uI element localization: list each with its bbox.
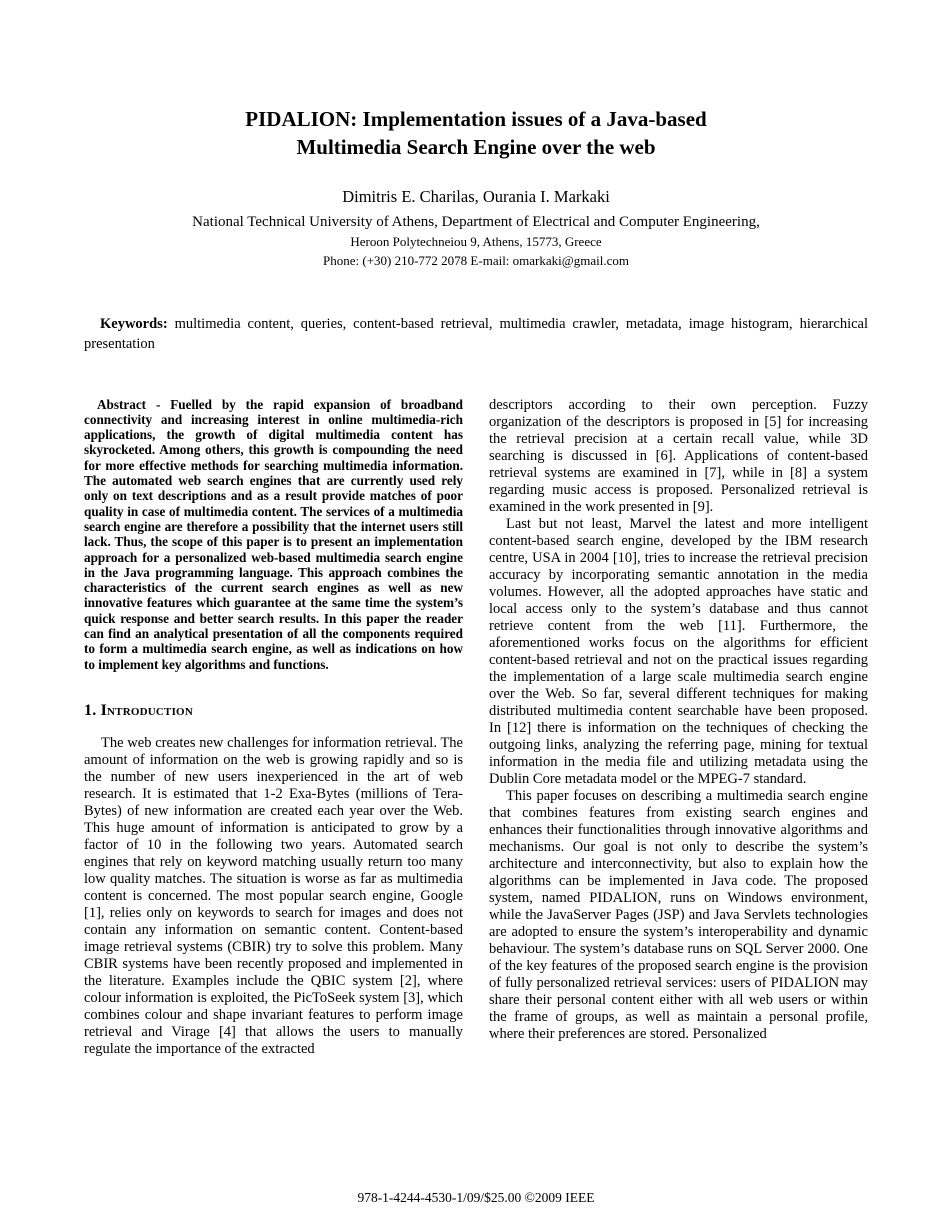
keywords-label: Keywords: (100, 316, 168, 333)
right-paragraph-3: This paper focuses on describing a multimedia search engine that combines features from existing search engines and enhances their functionalities through innovative algorithms and mechanisms. Our goal is not only to describe the system’s architecture and interconnectivity, but also to explain how the algorithms can be implemented in Java code. The proposed system, named PIDALION, runs on Windows environment, while the JavaServer Pages (JSP) and Java Servlets technologies are adopted to ensure the system’s interoperability and dynamic behaviour. The system’s database runs on SQL Server 2000. One of the key features of the proposed search engine is the provision of fully personalized retrieval services: users of PIDALION may share their personal content either with all web users or within the frame of groups, as well as maintain a personal profile, where their preferences are stored. Personalized (489, 787, 868, 1042)
right-paragraph-2: Last but not least, Marvel the latest and more intelligent content-based search engine, developed by the IBM research centre, USA in 2004 [10], tries to increase the retrieval precision accuracy by incorporating semantic annotation in the media volumes. However, all the adopted approaches have static and local access only to the system’s database and thus cannot retrieve content from the web [11]. Furthermore, the aforementioned works focus on the algorithms for efficient content-based retrieval and not on the practical issues regarding the implementation of a large scale multimedia search engine over the Web. So far, several different techniques for making distributed multimedia content searchable have been proposed. In [12] there is information on the techniques of checking the outgoing links, analyzing the referring page, mining for textual information in the media file and utilizing metadata using the Dublin Core metadata model or the MPEG-7 standard. (489, 515, 868, 787)
abstract-text: Fuelled by the rapid expansion of broadband connectivity and increasing interest in online multimedia-rich applications, the growth of digital multimedia content has skyrocketed. Among others, this growth is compounding the need for more effective methods for searching multimedia information. The automated web search engines that are currently used rely only on text descriptions and as a result provide matches of poor quality in case of multimedia content. The services of a multimedia search engine are therefore a possibility that the internet users still lack. Thus, the scope of this paper is to present an implementation approach for a personalized web-based multimedia search engine in the Java programming language. This approach combines the characteristics of the current search engines as well as new innovative features which guarantee at the same time the system’s quick response and better search results. In this paper the reader can find an analytical presentation of all the components required to form a multimedia search engine, as well as indications on how to implement key algorithms and functions. (84, 396, 463, 672)
address-line: Heroon Polytechneiou 9, Athens, 15773, Greece (350, 234, 602, 250)
authors-line: Dimitris E. Charilas, Ourania I. Markaki (342, 187, 610, 207)
two-column-body (84, 397, 868, 1058)
column-left (84, 397, 463, 1058)
paper-title-line-2: Multimedia Search Engine over the web (296, 134, 656, 159)
abstract-label: Abstract - (97, 396, 161, 412)
column-right (489, 397, 868, 1058)
paper-title-line-1: PIDALION: Implementation issues of a Java-based (245, 107, 707, 131)
paper-title (84, 106, 868, 161)
affiliation-line: National Technical University of Athens, Department of Electrical and Computer Engineering, (192, 214, 760, 231)
section-heading-introduction: 1. Introduction (84, 701, 193, 719)
introduction-paragraph: The web creates new challenges for information retrieval. The amount of information on the web is growing rapidly and so is the number of new users inexperienced in the art of web research. It is estimated that 1-2 Exa-Bytes (millions of Tera-Bytes) of new information are created each year over the Web. This huge amount of information is anticipated to grow by a factor of 10 in the following two years. Automated search engines that rely on keyword matching usually return too many low quality matches. The situation is worse as far as multimedia content is concerned. The most popular search engine, Google [1], relies only on keywords to search for images and does not contain any information on semantic content. Content-based image retrieval systems (CBIR) try to solve this problem. Many CBIR systems have been recently proposed and implemented in the literature. Examples include the QBIC system [2], where colour information is exploited, the PicToSeek system [3], which combines colour and shape invariant features to perform image retrieval and Virage [4] that allows the users to manually regulate the importance of the extracted (84, 734, 463, 1057)
keywords-text: multimedia content, queries, content-based retrieval, multimedia crawler, metadata, image histogram, hierarchical presentation (84, 316, 869, 352)
copyright-footer: 978-1-4244-4530-1/09/$25.00 ©2009 IEEE (357, 1190, 595, 1205)
contact-line: Phone: (+30) 210-772 2078 E-mail: omarkaki@gmail.com (323, 253, 629, 269)
right-paragraph-1: descriptors according to their own perception. Fuzzy organization of the descriptors is proposed in [5] for increasing the retrieval precision at a certain recall value, while 3D searching is discussed in [6]. Applications of content-based retrieval systems are examined in [7], while in [8] a system regarding music access is proposed. Personalized retrieval is examined in the work presented in [9]. (489, 396, 868, 515)
abstract-paragraph (84, 397, 463, 672)
keywords-paragraph (84, 315, 868, 354)
